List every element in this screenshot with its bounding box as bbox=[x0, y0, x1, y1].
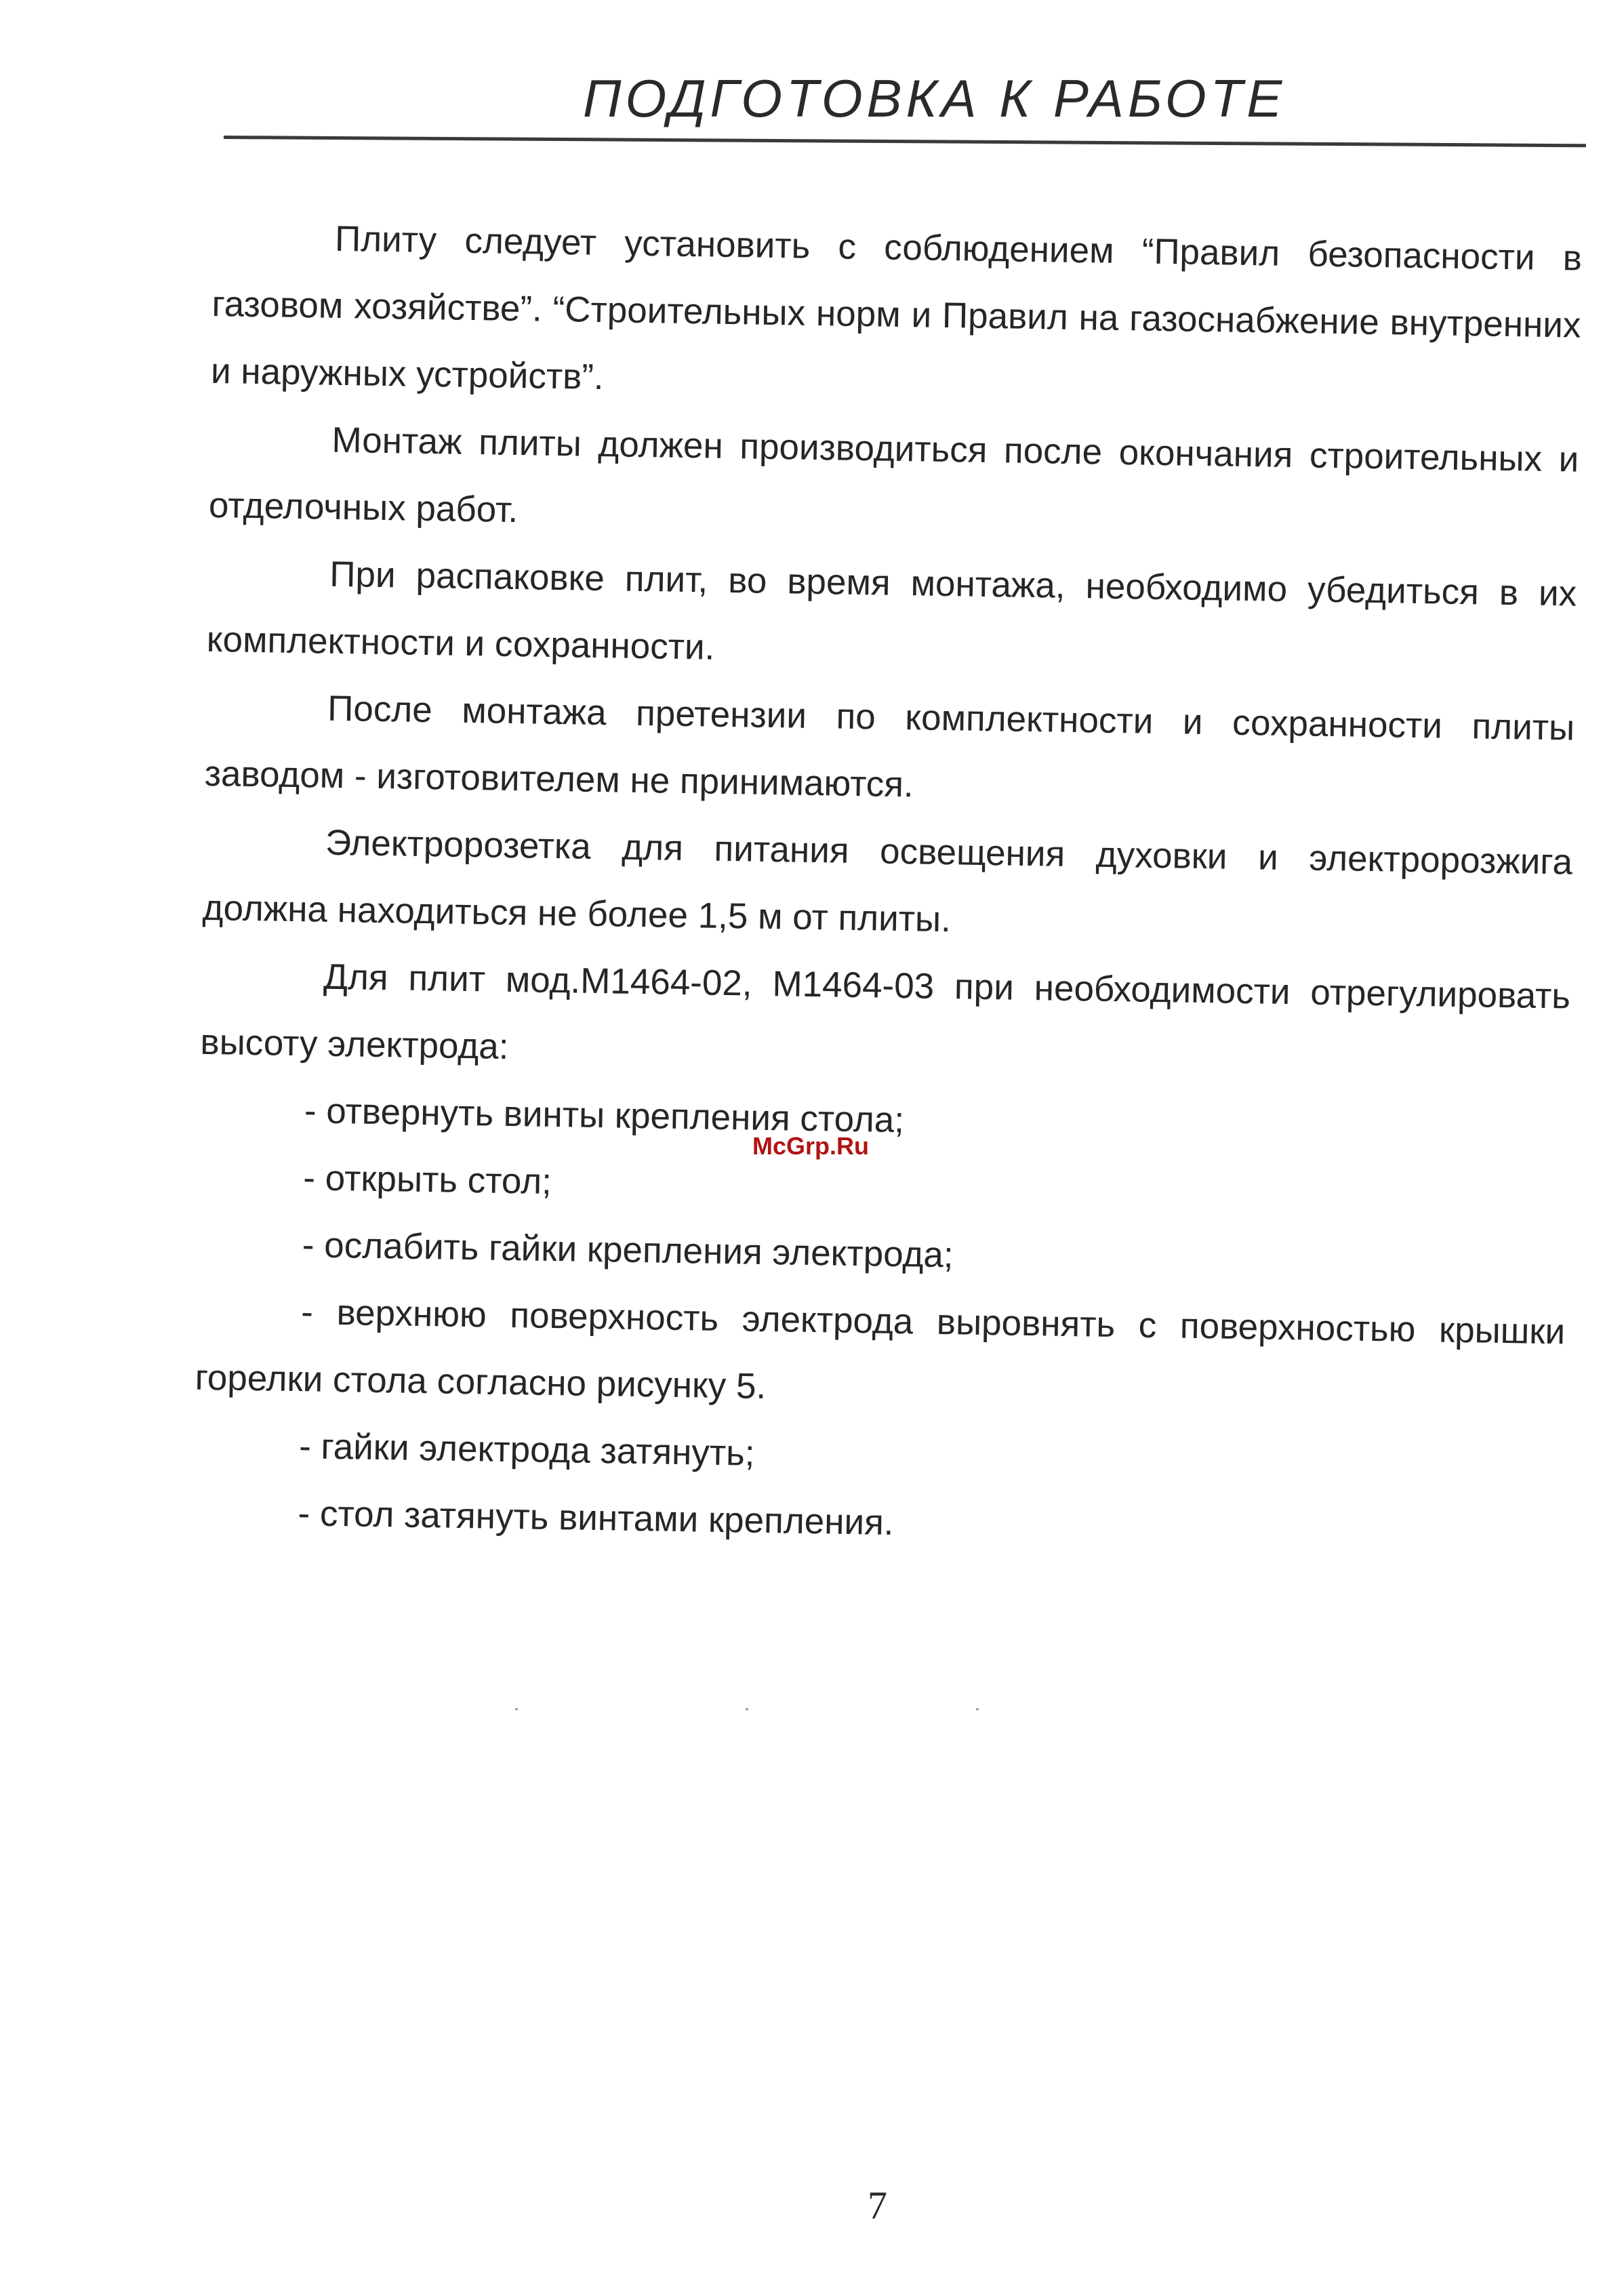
scan-speck bbox=[976, 1708, 979, 1710]
page-number: 7 bbox=[868, 2183, 887, 2227]
step-item: - стол затянуть винтами крепления. bbox=[298, 1493, 894, 1543]
paragraph-mounting-timing: Монтаж плиты должен производиться после окончания строительных и отделочных работ. bbox=[208, 420, 1579, 531]
paragraph-power-socket: Электророзетка для питания освещения духовки и электророзжига должна находиться не более 1,5 м от плиты. bbox=[202, 822, 1573, 940]
step-item: - верхнюю поверхность электрода выровнять с поверхностью крышки горелки стола согласно рисунку 5. bbox=[195, 1292, 1566, 1407]
scan-speck bbox=[515, 1708, 518, 1710]
watermark: McGrp.Ru bbox=[752, 1132, 870, 1160]
paragraph-installation-rules: Плиту следует установить с соблюдением “Правил безопасности в газовом хозяйстве”. “Строительных норм и Правил на газоснабжение внутренних и наружных устройств”. bbox=[210, 218, 1583, 398]
step-item: - гайки электрода затянуть; bbox=[298, 1426, 755, 1474]
scan-speck bbox=[746, 1708, 748, 1710]
heading-underline bbox=[224, 136, 1586, 147]
step-item: - ослабить гайки крепления электрода; bbox=[302, 1225, 954, 1276]
body-text bbox=[192, 203, 1583, 1567]
step-item: - отвернуть винты крепления стола; bbox=[304, 1091, 905, 1141]
paragraph-claims: После монтажа претензии по комплектности и сохранности плиты заводом - изготовителем не принимаются. bbox=[204, 688, 1575, 805]
paragraph-unpacking-check: При распаковке плит, во время монтажа, необходимо убедиться в их комплектности и сохранности. bbox=[206, 554, 1577, 668]
paragraph-electrode-adjustment: Для плит мод.М1464-02, М1464-03 при необходимости отрегулировать высоту электрода: bbox=[200, 956, 1571, 1067]
step-item: - открыть стол; bbox=[302, 1158, 552, 1203]
section-heading: ПОДГОТОВКА К РАБОТЕ bbox=[583, 68, 1286, 128]
